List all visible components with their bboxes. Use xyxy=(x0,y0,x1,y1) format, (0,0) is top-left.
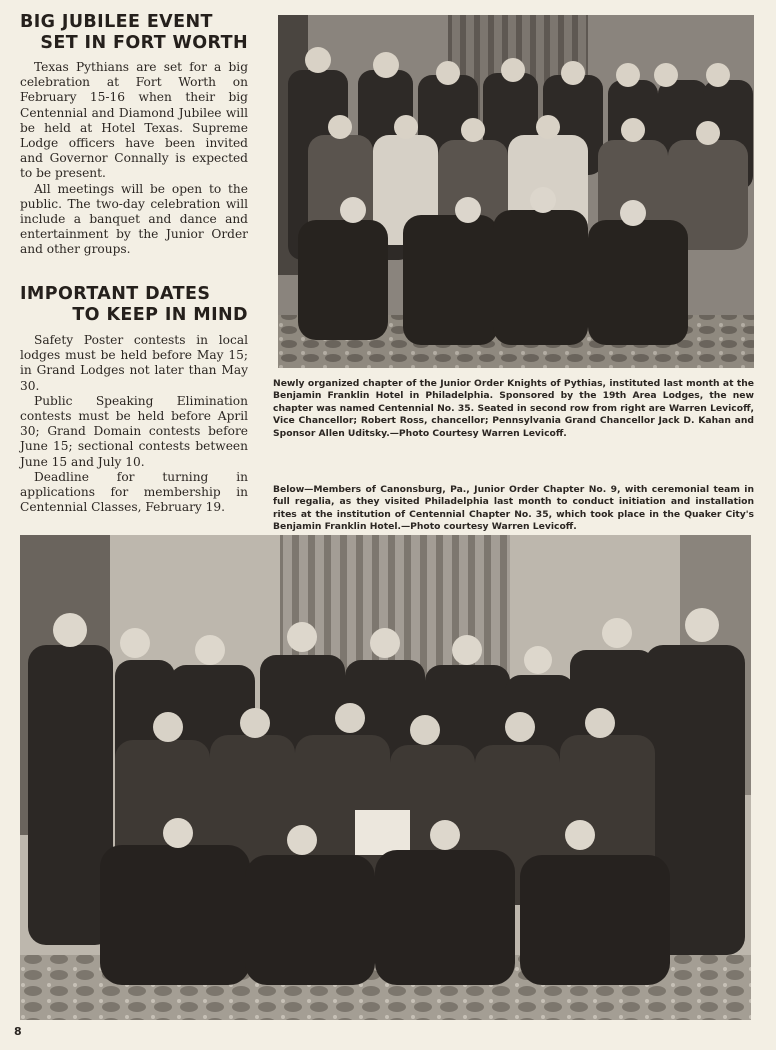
dates-paragraph-3: Deadline for turning in applications for membership in Centennial Classes, February 19. xyxy=(20,469,248,515)
article-important-dates xyxy=(20,284,248,515)
dates-paragraph-1: Safety Poster contests in local lodges must be held before May 15; in Grand Lodges not later than May 30. xyxy=(20,333,248,393)
centennial-chapter-caption: Newly organized chapter of the Junior Order Knights of Pythias, instituted last month at the Benjamin Franklin Hotel in Philadelphia. Sponsored by the 19th Area Lodges, the new chapter was named Centennial No. 35. Seated in second row from right are Warren Levicoff, Vice Chancellor; Robert Ross, chancellor; Pennsylvania Grand Chancellor Jack D. Kahan and Sponsor Allen Uditsky.—Photo Courtesy Warren Levicoff. xyxy=(273,378,754,439)
dates-headline-line1: IMPORTANT DATES xyxy=(20,284,211,304)
article-jubilee xyxy=(20,12,248,258)
jubilee-paragraph-2: All meetings will be open to the public. The two-day celebration will include a banquet and dance and entertainment by the Junior Order and other groups. xyxy=(20,181,248,257)
jubilee-headline xyxy=(20,12,248,54)
jubilee-paragraph-1: Texas Pythians are set for a big celebration at Fort Worth on February 15-16 when their big Centennial and Diamond Jubilee will be held at Hotel Texas. Supreme Lodge officers have been invited and Governor Connally is expected to be present. xyxy=(20,60,248,181)
canonsburg-chapter-photo-art xyxy=(20,535,751,1020)
centennial-chapter-photo xyxy=(278,15,754,368)
centennial-chapter-photo-art xyxy=(278,15,754,368)
dates-headline-line2: TO KEEP IN MIND xyxy=(72,305,248,325)
canonsburg-chapter-caption: Below—Members of Canonsburg, Pa., Junior Order Chapter No. 9, with ceremonial team in full regalia, as they visited Philadelphia last month to conduct initiation and installation rites at the institution of Centennial Chapter No. 35, which took place in the Quaker City's Benjamin Franklin Hotel.—Photo courtesy Warren Levicoff. xyxy=(273,484,754,533)
page-number: 8 xyxy=(14,1025,22,1038)
canonsburg-chapter-photo xyxy=(20,535,751,1020)
jubilee-headline-line2: SET IN FORT WORTH xyxy=(40,33,248,53)
dates-headline xyxy=(20,284,248,326)
jubilee-headline-line1: BIG JUBILEE EVENT xyxy=(20,12,213,32)
dates-paragraph-2: Public Speaking Elimination contests must be held before April 30; Grand Domain contests before June 15; sectional contests between June 15 and July 10. xyxy=(20,393,248,469)
